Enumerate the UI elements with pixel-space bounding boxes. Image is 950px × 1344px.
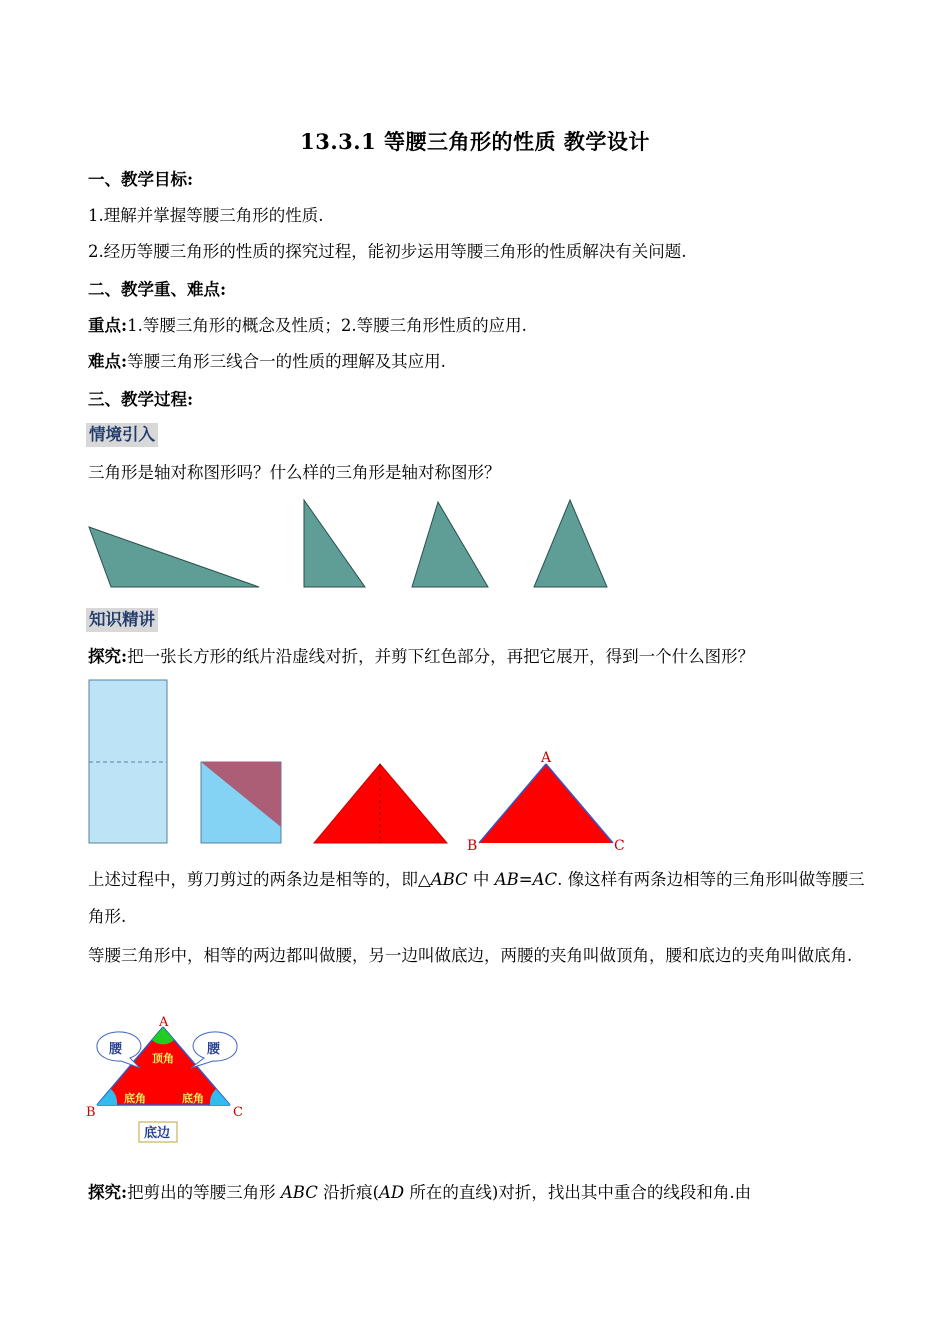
right-triangle	[304, 500, 365, 587]
def-ab: AB	[494, 870, 519, 889]
base-angle-label-left: 底角	[124, 1092, 146, 1105]
leg-label-right: 腰	[207, 1042, 221, 1057]
explore-label-1: 探究:	[88, 647, 128, 666]
explore2-text-1: 把剪出的等腰三角形	[127, 1183, 281, 1202]
explore-label-2: 探究:	[88, 1183, 128, 1202]
vertex-label-c: C	[614, 838, 625, 854]
def-text-3: . 像这样有两条边相等的三角形叫做等腰三角形.	[88, 870, 865, 926]
diagram-vertex-c: C	[233, 1105, 243, 1120]
vertex-label-b: B	[467, 838, 478, 854]
page-title: 13.3.1 等腰三角形的性质 教学设计	[300, 129, 650, 154]
obtuse-triangle	[89, 527, 259, 587]
difficulty-text: 等腰三角形三线合一的性质的理解及其应用.	[127, 352, 446, 371]
scalene-acute-triangle	[412, 502, 488, 587]
isosceles-parts-diagram	[0, 1010, 950, 1150]
def-text-1: 上述过程中，剪刀剪过的两条边是相等的，即△	[88, 870, 431, 889]
tag-knowledge: 知识精讲	[86, 608, 158, 632]
goal-item-2: 2.经历等腰三角形的性质的探究过程，能初步运用等腰三角形的性质解决有关问题.	[88, 242, 687, 261]
key-point-label: 重点:	[88, 316, 128, 335]
diagram-vertex-a: A	[159, 1015, 169, 1030]
explore2-text-2: 沿折痕(	[317, 1183, 380, 1202]
triangle-types-figure	[0, 490, 950, 590]
triangle-abc	[479, 764, 613, 843]
key-point-text: 1.等腰三角形的概念及性质；2.等腰三角形性质的应用.	[127, 316, 527, 335]
goal-item-1: 1.理解并掌握等腰三角形的性质.	[88, 206, 324, 225]
vertex-label-a: A	[541, 750, 552, 766]
explore-text-1: 把一张长方形的纸片沿虚线对折，并剪下红色部分，再把它展开，得到一个什么图形？	[127, 647, 755, 666]
section-heading-process: 三、教学过程:	[88, 390, 194, 409]
difficulty-label: 难点:	[88, 352, 128, 371]
definition-paragraph	[88, 861, 868, 935]
terminology-paragraph: 等腰三角形中，相等的两边都叫做腰，另一边叫做底边，两腰的夹角叫做顶角，腰和底边的夹角叫做底角.	[88, 946, 853, 965]
section-heading-keypoints: 二、教学重、难点:	[88, 280, 227, 299]
def-eq: =	[518, 870, 533, 889]
key-point-line	[88, 314, 527, 338]
explore-line-2	[88, 1181, 751, 1205]
section-heading-goals: 一、教学目标:	[88, 170, 194, 189]
explore2-abc: ABC	[280, 1183, 318, 1202]
difficulty-line	[88, 350, 446, 374]
question-line: 三角形是轴对称图形吗？什么样的三角形是轴对称图形？	[88, 463, 501, 482]
def-text-2: 中	[467, 870, 495, 889]
def-ac: AC	[532, 870, 558, 889]
base-label: 底边	[144, 1126, 171, 1141]
apex-angle-label: 顶角	[152, 1052, 174, 1065]
isosceles-triangle	[534, 500, 607, 587]
leg-label-left: 腰	[109, 1042, 123, 1057]
explore2-ad: AD	[379, 1183, 405, 1202]
explore2-text-3: 所在的直线)对折，找出其中重合的线段和角.由	[404, 1183, 752, 1202]
tag-situation-intro: 情境引入	[86, 423, 158, 447]
def-abc: ABC	[430, 870, 468, 889]
diagram-vertex-b: B	[86, 1105, 96, 1120]
paper-folding-figure	[0, 670, 950, 860]
base-angle-label-right: 底角	[182, 1092, 204, 1105]
explore-line-1	[88, 645, 754, 669]
